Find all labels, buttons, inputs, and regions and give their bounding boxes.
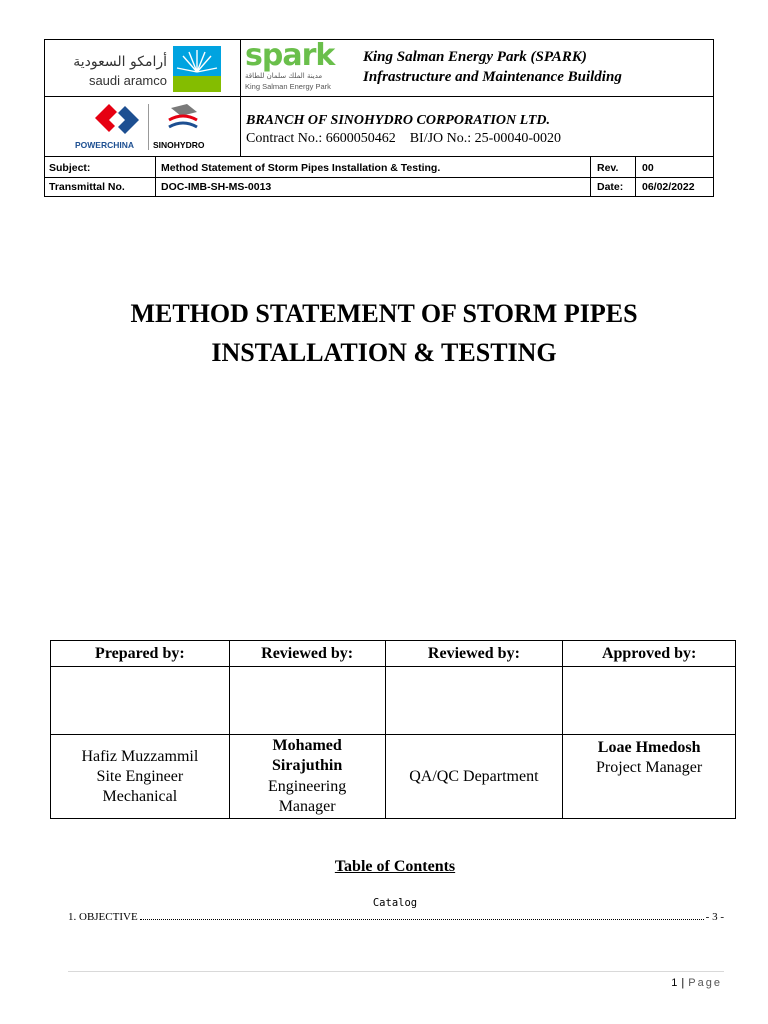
toc-entry-page: - 3 - [705,911,724,923]
signature-box [51,667,230,735]
toc-entry[interactable] [68,911,724,923]
prepared-by-header: Prepared by: [51,641,230,667]
footer-rule [68,971,724,972]
contractor-logos [75,100,225,154]
signature-box [563,667,736,735]
signatory-name: Sirajuthin [272,757,343,774]
bijo-label: BI/JO No.: [409,131,475,146]
signatory-row [51,735,736,819]
powerchina-emblem-icon [95,104,141,136]
header-divider [155,157,156,197]
footer-separator: | [681,977,685,989]
transmittal-label: Transmittal No. [49,181,125,193]
toc-entry-label[interactable]: 1. OBJECTIVE [68,911,138,923]
document-title-line1: METHOD STATEMENT OF STORM PIPES [130,299,638,328]
contract-number: 6600050462 [325,131,396,146]
toc-catalog-label: Catalog [372,897,418,909]
page-footer [671,977,722,989]
signatory-role: Mechanical [102,787,178,805]
header-divider [45,177,713,178]
date-value: 06/02/2022 [642,181,695,193]
reviewed-by-cell [385,735,563,819]
logo-separator [148,104,149,150]
bijo-number: 25-00040-0020 [474,131,561,146]
signatory-role: Site Engineer [96,767,184,785]
reviewed-by-header: Reviewed by: [229,641,385,667]
signatory-name: Loae Hmedosh [597,739,701,756]
header-divider [590,157,591,197]
branch-name: BRANCH OF SINOHYDRO CORPORATION LTD. [246,113,551,128]
signature-table [50,640,736,819]
prepared-by-cell [51,735,230,819]
signatory-role: Manager [278,798,336,815]
signature-blank-row [51,667,736,735]
approved-by-cell [563,735,736,819]
transmittal-value: DOC-IMB-SH-MS-0013 [161,181,272,193]
toc-title: Table of Contents [334,858,456,875]
contract-line [246,131,561,147]
sinohydro-text: SINOHYDRO [153,140,205,150]
signature-header-row [51,641,736,667]
spark-arabic-text: مدينة الملك سلمان للطاقة [245,72,323,80]
powerchina-text: POWERCHINA [75,140,135,150]
aramco-latin-text: saudi aramco [88,73,167,88]
reviewed-by-cell [229,735,385,819]
reviewed-by-header: Reviewed by: [385,641,563,667]
subject-value: Method Statement of Storm Pipes Installation & Testing. [161,162,441,174]
sinohydro-emblem-icon [163,102,203,136]
signatory-name: Hafiz Muzzammil [81,747,199,765]
aramco-arabic-text: أرامكو السعودية [73,54,167,70]
subject-label: Subject: [49,162,91,174]
header-divider [45,156,713,157]
signature-box [229,667,385,735]
page-number: 1 [671,977,678,989]
spark-logo [245,38,345,94]
approved-by-header: Approved by: [563,641,736,667]
document-title-line2: INSTALLATION & TESTING [211,338,557,367]
spark-wordmark: spark [245,38,335,73]
header-divider [45,96,713,97]
header-divider [635,157,636,197]
project-name: King Salman Energy Park (SPARK) [363,49,587,65]
signature-box [385,667,563,735]
date-label: Date: [597,181,624,193]
page-word: Page [688,977,722,989]
aramco-emblem-icon [173,46,221,92]
header-divider [240,40,241,157]
signatory-role: Project Manager [596,759,703,776]
document-header [44,39,714,197]
contract-label: Contract No.: [246,131,326,146]
rev-label: Rev. [597,162,619,174]
signatory-role: Engineering [268,777,347,795]
toc-leader-dots [140,918,704,920]
rev-value: 00 [642,162,654,174]
spark-latin-text: King Salman Energy Park [245,82,331,91]
building-name: Infrastructure and Maintenance Building [363,69,622,85]
signatory-name: Mohamed [272,736,342,754]
saudi-aramco-logo [55,46,235,90]
signatory-department: QA/QC Department [409,767,539,785]
